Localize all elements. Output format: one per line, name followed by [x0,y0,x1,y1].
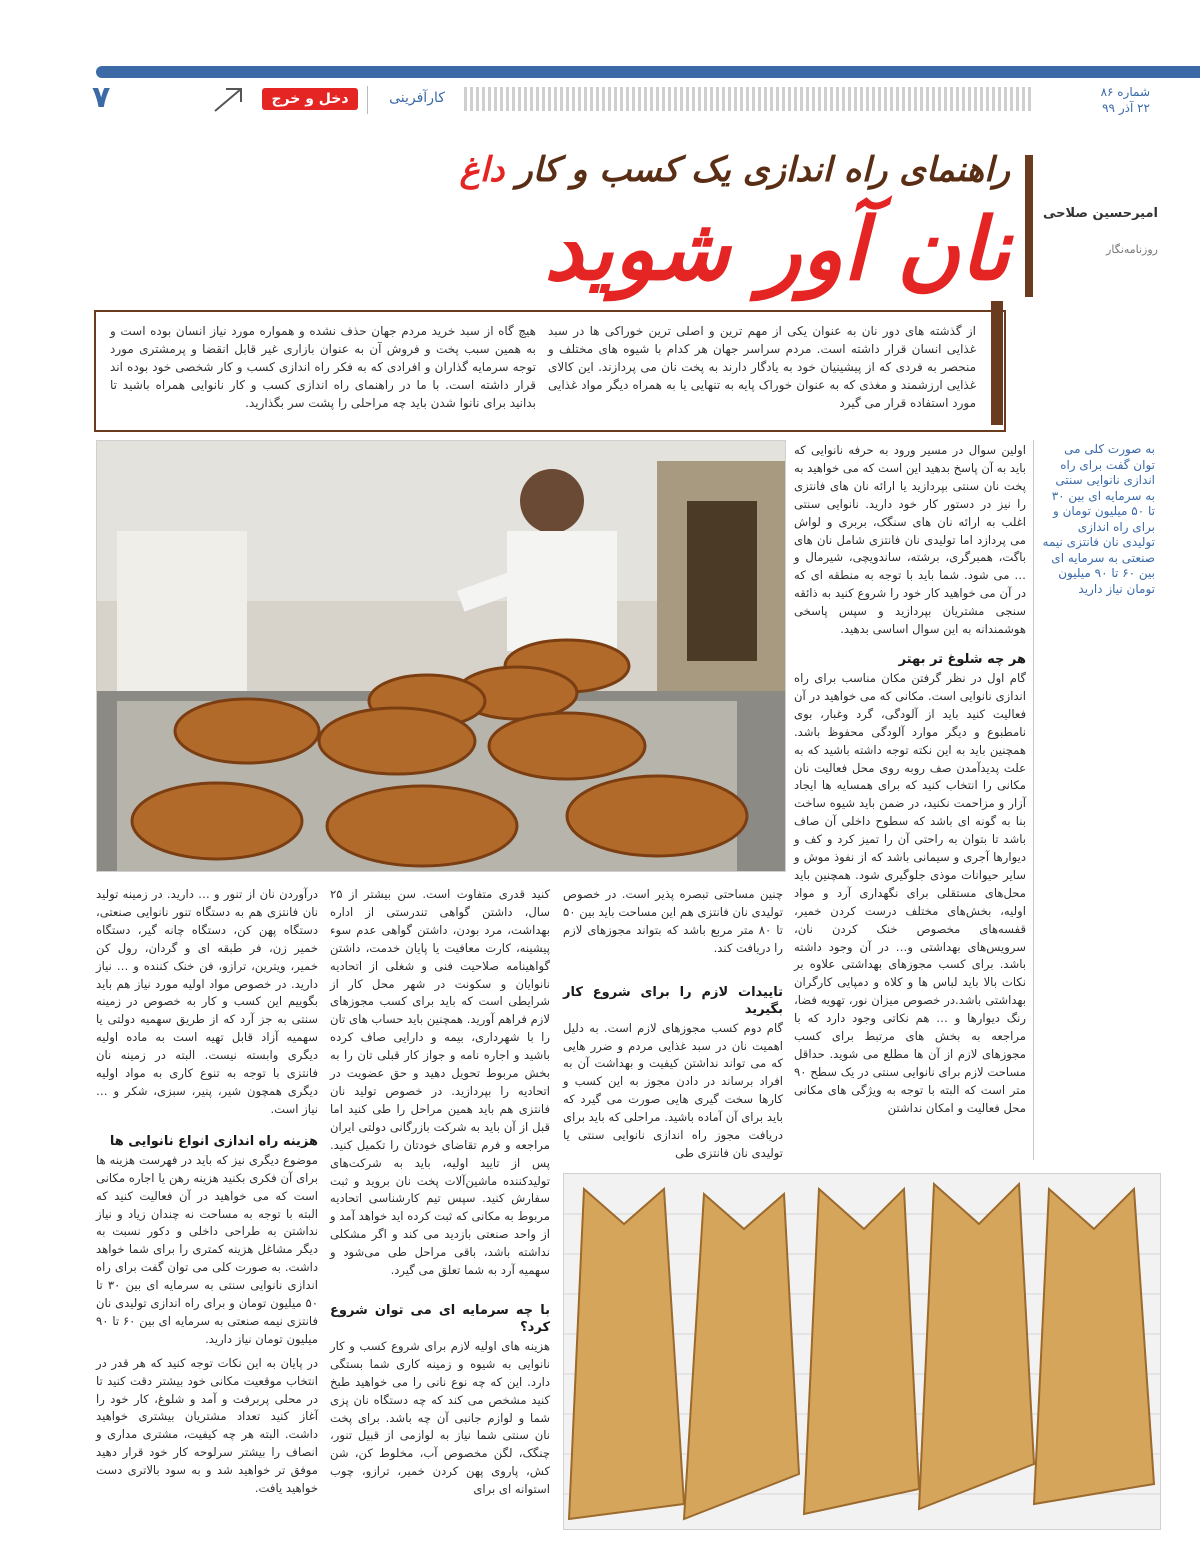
col2-body: گام دوم کسب مجوزهای لازم است. به دلیل اهمیت نان در سبد غذایی مردم و ضرر هایی که می تواند نداشتن کیفیت و بهداشت آن به افراد برساند در دادن مجوز به این کسب و کارها سخت گیری هایی صورت می گیرد که باید برای آن آماده باشید. مراحلی که باید برای دریافت مجوز راه اندازی نانوایی سنتی یا تولیدی نان فانتزی طی [563,1020,783,1160]
column-2 [563,886,783,1163]
issue-info [1050,84,1150,116]
header-bar [96,66,1200,78]
col1-intro: اولین سوال در مسیر ورود به حرفه نانوایی که باید به آن پاسخ بدهید این است که می خواهید به پخت نان سنتی بپردازید یا ارائه نان های فانتزی را نیز در دستور کار خود دارید. نانوایی سنتی اغلب به ارائه نان های سنگک، بربری و لواش می پردازد اما تولیدی نان فانتزی شامل نان های باگت، همبرگری، برشته، ساندویچی، شیرمال و … می شود. شما باید با توجه به منطقه ای که در آن می خواهید کار خود را شروع کنید به ذائقه سنجی مشتریان بپردازید و سپس پاسخی هوشمندانه به این سوال اساسی بدهید. [794,443,1026,637]
col4-end: در پایان به این نکات توجه کنید که هر قدر در انتخاب موقعیت مکانی خود بیشتر دقت کنید تا در محلی پربرفت و آمد و شلوغ، کار خود را آغاز کنید تعداد مشتریان بیشتری خواهید داشت. البته هر چه کیفیت، مشتری مداری و انصاف را بیشتر سرلوحه کار خود قرار دهید موفق تر خواهید شد و به سود بالاتری دست خواهید یافت. [96,1355,318,1496]
kicker-main: راهنمای راه اندازی یک کسب و کار [504,150,1010,190]
col2-intro: چنین مساحتی تبصره پذیر است. در خصوص تولیدی نان فانتزی هم این مساحت باید بین ۵۰ تا ۸۰ متر مربع باشد که بتواند مجوزهای لازم را دریافت کند. [563,887,783,955]
brand-logo: دخل و خرج [262,88,358,110]
column-1 [794,442,1026,1118]
baker-photo [96,440,786,872]
kicker-title [180,150,1010,190]
col4-tail: موضوع دیگری نیز که باید در فهرست هزینه ها برای آن فکری بکنید هزینه رهن یا اجاره مکانی است که می خواهید در آن فعالیت کنید که البته با توجه به مساحت نه چندان زیاد و نیاز نداشتن به طراحی داخلی و دکور نسبت به دیگر مشاغل هزینه کمتری را برای شما خواهد داشت. به صورت کلی می توان گفت برای راه اندازی نانوایی سنتی به سرمایه ای بین ۳۰ تا ۵۰ میلیون تومان و برای راه اندازی تولیدی نان فانتزی نیمه صنعتی به سرمایه ای بین ۶۰ تا ۹۰ میلیون تومان نیاز دارید. [96,1152,318,1346]
sidebar-divider [1033,440,1034,1160]
col3-tail: هزینه های اولیه لازم برای شروع کسب و کار نانوایی به شیوه و زمینه کاری شما بستگی دارد. این که چه نوع نانی را می خواهید طبخ کنید مشخص می کند که چه دستگاه نان پزی شما و لوازم جانبی آن چه باشد. برای پخت نان سنتی شما نیاز به لوازمی از قبیل تنور، چنگک، لگن مخصوص آب، مخلوط کن، شن کش، پاروی پهن کردن خمیر، ترازو، چوب استوانه ای برای [330,1338,550,1497]
lead-bar [991,301,1003,425]
column-3 [330,886,550,1499]
issue-number: شماره ۸۶ [1100,85,1150,99]
header-pattern [464,87,1032,111]
col4-subheading: هزینه راه اندازی انواع نانوایی ها [109,1133,318,1149]
main-title: نان آور شوید [544,200,1010,300]
lead-text-left: هیچ گاه از سبد خرید مردم جهان حذف نشده و همواره مورد نیاز انسان بوده است و به همین سبب پخت و فروش آن به عنوان بازاری غیر قابل انقضا و پرمشتری مورد توجه سرمایه گذاران و افرادی که به فکر راه اندازی کسب و کار شخصی خود بوده اند قرار داشته است. با ما در راهنمای راه اندازی کسب و کار نانوایی همراه باشید تا بدانید برای نانوا شدن باید چه مراحلی را پشت سر بگذارید. [110,324,536,410]
arrow-icon [212,86,246,114]
issue-date: ۲۲ آذر ۹۹ [1102,101,1150,115]
col3-subheading: با چه سرمایه ای می توان شروع کرد؟ [330,1302,550,1335]
page-number: ۷ [92,80,111,115]
col1-subheading: هر چه شلوغ تر بهتر [898,651,1026,667]
col4-body: درآوردن نان از تنور و … دارید. در زمینه تولید نان فانتزی هم به دستگاه تنور نانوایی صنعتی، دستگاه پهن کن، دستگاه چانه گیر، دستگاه خمیر زن، فر طبقه ای و گردان، رول کن خمیر، ویترین، ترازو، فن خنک کننده و … نیاز دارید. در خصوص مواد اولیه مورد نیاز هم باید بگوییم این کسب و کار به خصوص در زمینه سنتی به جز آرد که از طریق سهمیه دولتی یا سهمیه آزاد قابل تهیه است به ماده اولیه دیگری وابسته نیست. البته در زمینه نان فانتزی با توجه به تنوع کاری به مواد اولیه دیگری همچون شیر، پنیر، سبزی، شکر و … نیاز است. [96,887,318,1116]
bread-photo [563,1173,1161,1530]
author-name: امیرحسین صلاحی [1043,206,1158,221]
col1-body: گام اول در نظر گرفتن مکان مناسب برای راه اندازی نانوایی است. مکانی که می خواهید در آن فعالیت کنید باید از آلودگی، گرد وغبار، بوی نامطبوع و دیگر موارد آلودگی محفوظ باشد. همچنین باید به این نکته توجه داشته باشید که به علت پدیدآمدن صف روبه روی محل فعالیت نان مکانی را انتخاب کنید که برای همسایه ها ایجاد آزار و مزاحمت نکنید، در ضمن باید شیوه ساخت بنا به گونه ای باشد که سطوح داخلی آن صاف باشد تا بتوان به راحتی آن را تمیز کرد و کف و دیوارها آجری و سیمانی باشد که از نفوذ موش و سایر حیوانات موذی جلوگیری شود. همچنین باید محل‌های مستقلی برای نگهداری آرد و مواد اولیه، بخش‌های مختلف درست کردن خمیر، قفسه‌های مخصوص خنک کردن نان، سرویس‌های بهداشتی و… در آن وجود داشته باشد. برای کسب مجوزهای بهداشتی علاوه بر نکات بالا باید لباس ها و کلاه و دمپایی کارگران بهداشتی باشد.در خصوص میزان نور، تهویه فضا، رنگ دیوارها و … هم نکاتی وجود دارد که با مراجعه به بخش های مرتبط برای کسب مجوزهای لازم از آن ها مطلع می شوید. حداقل مساحت لازم برای نانوایی سنتی در یک سطح ۹۰ متر است که البته با توجه به ویژگی های مکانی محل فعالیت و امکان نداشتن [794,670,1026,1115]
column-4 [96,886,318,1498]
sidebar-quote: به صورت کلی می توان گفت برای راه اندازی نانوایی سنتی به سرمایه ای بین ۳۰ تا ۵۰ میلیون تومان و برای راه اندازی تولیدی نان فانتزی نیمه صنعتی به سرمایه ای بین ۶۰ تا ۹۰ میلیون تومان نیاز دارید [1042,442,1155,596]
header-divider [367,86,368,114]
lead-text-right: از گذشته های دور نان به عنوان یکی از مهم ترین و اصلی ترین خوراکی ها در سبد غذایی انسان قرار داشته است. مردم سراسر جهان هر کدام با شیوه های مختلف و منحصر به فردی که از پیشینیان خود به یادگار دارند به پخت نان می پردازند. این کالای غذایی ارزشمند و مغذی که به عنوان خوراک پایه به تنهایی یا به همراه دیگر مواد غذایی مورد استفاده قرار می گیرد [548,324,976,410]
col2-subheading: تاییدات لازم را برای شروع کار بگیرید [563,984,783,1017]
kicker-accent: داغ [459,150,505,190]
author-role: روزنامه‌نگار [1106,243,1158,256]
section-label: کارآفرینی [389,90,445,106]
author-bar [1025,155,1033,297]
col3-body: کنید قدری متفاوت است. سن بیشتر از ۲۵ سال، داشتن گواهی تندرستی از اداره بهداشت، مرد بودن، داشتن گواهی عدم سوء پیشینه، کارت معافیت یا پایان خدمت، داشتن گواهینامه صلاحیت فنی و شغلی از اتحادیه نانوایان و سکونت در شهر محل کار از شرایطی است که باید برای کسب مجوزهای لازم فراهم آورید. همچنین باید حساب های تان را با شهرداری، بیمه و دارایی صاف کرده باشید و اجاره نامه و جواز کار قبلی تان را به بخش مربوط تحویل دهید و حق عضویت در اتحادیه را بپردازید. در خصوص تولید نان فانتزی هم باید همین مراحل را طی کنید اما قبل از آن باید به شرکت بازرگانی دولتی ایران مراجعه و فرم تقاضای خودتان را تکمیل کنید. پس از تایید اولیه، باید به شرکت‌های تولیدکننده ماشین‌آلات پخت نان بروید و ثبت سفارش کنید. سپس تیم کارشناسی اتحادیه مربوط به مکانی که ثبت کرده اید خواهد آمد و از واحد صنعتی بازدید می کند و اگر مشکلی نداشته باشد، باقی مراحل طی می‌شود و سهمیه آرد به شما تعلق می گیرد. [330,887,550,1278]
